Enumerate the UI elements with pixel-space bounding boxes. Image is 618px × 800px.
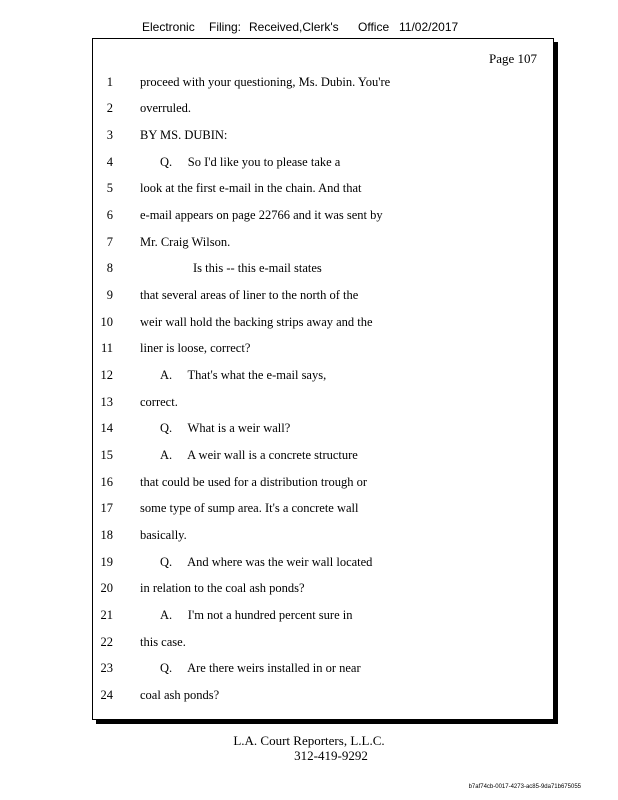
- reporter-company: L.A. Court Reporters, L.L.C.: [233, 733, 385, 748]
- line-number: 4: [106, 155, 113, 169]
- line-number: 9: [106, 288, 113, 302]
- line-number: 19: [100, 555, 113, 569]
- line-number: 10: [100, 315, 113, 329]
- line-text: Q. Are there weirs installed in or near: [160, 661, 361, 675]
- line-number: 22: [100, 635, 113, 649]
- line-text: Q. So I'd like you to please take a: [160, 155, 341, 169]
- line-number: 17: [100, 501, 113, 515]
- line-number: 24: [100, 688, 113, 702]
- transcript-page: [92, 38, 554, 720]
- line-text: overruled.: [140, 101, 192, 115]
- line-text: proceed with your questioning, Ms. Dubin. You're: [140, 75, 391, 89]
- line-number: 21: [100, 608, 113, 622]
- line-text: Q. What is a weir wall?: [160, 421, 291, 435]
- line-number: 8: [106, 261, 113, 275]
- line-number: 2: [106, 101, 113, 115]
- line-text: correct.: [140, 395, 178, 409]
- line-number: 15: [100, 448, 113, 462]
- line-number: 6: [106, 208, 113, 222]
- stamp-word: 11/02/2017: [399, 20, 459, 34]
- document-hash-id: b7af74cb-0017-4273-ac85-9da71b675055: [468, 784, 581, 790]
- line-text: liner is loose, correct?: [140, 341, 251, 355]
- line-text: in relation to the coal ash ponds?: [140, 581, 305, 595]
- line-text: coal ash ponds?: [140, 688, 220, 702]
- line-text: Is this -- this e-mail states: [193, 261, 322, 275]
- line-text: BY MS. DUBIN:: [140, 128, 228, 142]
- line-text: e-mail appears on page 22766 and it was sent by: [140, 208, 383, 222]
- line-number: 16: [100, 475, 113, 489]
- stamp-word: Office: [358, 20, 390, 34]
- line-text: some type of sump area. It's a concrete wall: [140, 501, 359, 515]
- line-number: 23: [100, 661, 113, 675]
- line-text: A. That's what the e-mail says,: [160, 368, 327, 382]
- line-text: weir wall hold the backing strips away and the: [140, 315, 373, 329]
- line-number: 1: [106, 75, 113, 89]
- line-text: A. I'm not a hundred percent sure in: [160, 608, 353, 622]
- line-text: Q. And where was the weir wall located: [160, 555, 373, 569]
- line-number: 13: [100, 395, 113, 409]
- line-number: 11: [100, 341, 113, 355]
- line-number: 18: [100, 528, 113, 542]
- stamp-word: Electronic: [142, 20, 195, 34]
- page-number: Page 107: [488, 51, 537, 66]
- line-text: this case.: [140, 635, 186, 649]
- line-number: 7: [106, 235, 113, 249]
- line-text: that could be used for a distribution trough or: [140, 475, 368, 489]
- line-text: that several areas of liner to the north of the: [140, 288, 359, 302]
- line-text: basically.: [140, 528, 187, 542]
- line-number: 20: [100, 581, 113, 595]
- line-number: 3: [106, 128, 113, 142]
- stamp-word: Filing:: [209, 20, 242, 34]
- line-number: 5: [106, 181, 113, 195]
- line-text: Mr. Craig Wilson.: [140, 235, 231, 249]
- line-text: A. A weir wall is a concrete structure: [160, 448, 358, 462]
- stamp-word: Received,Clerk's: [249, 20, 339, 34]
- electronic-filing-stamp: [0, 20, 618, 40]
- line-number: 12: [100, 368, 113, 382]
- line-text: look at the first e-mail in the chain. And that: [140, 181, 362, 195]
- reporter-phone: 312-419-9292: [294, 748, 368, 763]
- line-number: 14: [100, 421, 113, 435]
- reporter-footer: [0, 733, 618, 763]
